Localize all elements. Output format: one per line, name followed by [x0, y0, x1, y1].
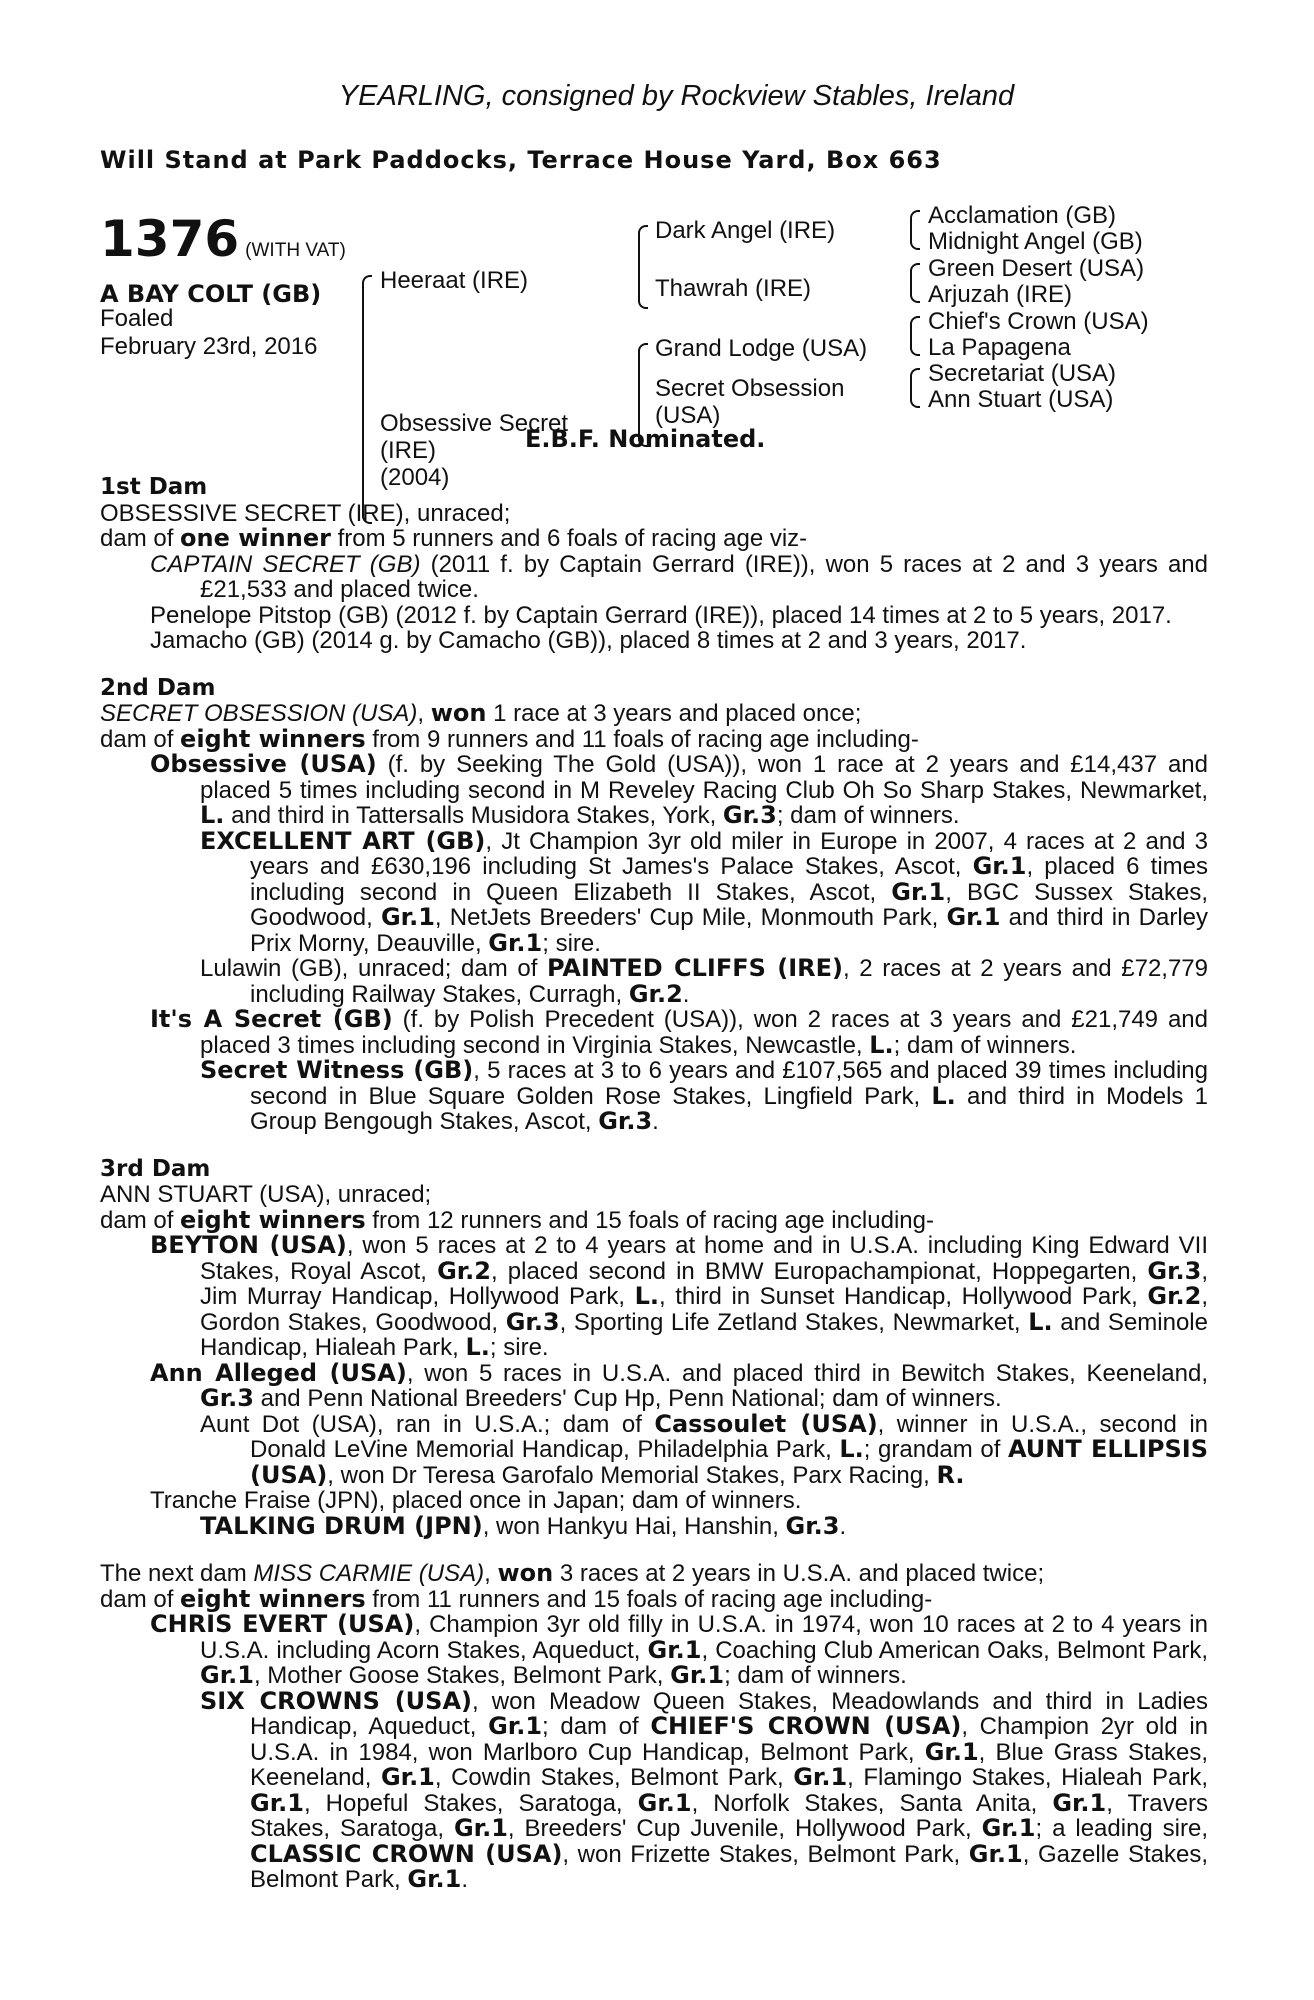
produce-entry: Aunt Dot (USA), ran in U.S.A.; dam of Cassoulet (USA), winner in U.S.A., second in Donald LeVine Memorial Handicap, Philadelphia Park, L.; grandam of AUNT ELLIPSIS (USA), won Dr Teresa Garofalo Memorial Stakes, Parx Racing, R.	[200, 1409, 1209, 1489]
pedigree-dam-sire: Grand Lodge (USA)	[655, 335, 868, 362]
pedigree-dam-line2: (IRE)	[380, 437, 436, 464]
foaled-date: February 23rd, 2016	[100, 333, 318, 360]
second-dam-title: 2nd Dam	[100, 674, 216, 701]
pedigree-ssd: Midnight Angel (GB)	[928, 228, 1143, 255]
second-dam-summary: dam of eight winners from 9 runners and 11 foals of racing age including-	[100, 724, 919, 753]
produce-entry: Lulawin (GB), unraced; dam of PAINTED CLIFFS (IRE), 2 races at 2 years and £72,779 including Railway Stakes, Curragh, Gr.2.	[200, 954, 1208, 1008]
produce-record	[100, 475, 1208, 1893]
produce-entry: Secret Witness (GB), 5 races at 3 to 6 years and £107,565 and placed 39 times including second in Blue Square Golden Rose Stakes, Lingfield Park, L. and third in Models 1 Group Bengough Stakes, Ascot, Gr.3.	[200, 1056, 1209, 1135]
third-dam-summary: dam of eight winners from 12 runners and 15 foals of racing age including-	[100, 1205, 934, 1234]
catalogue-page	[100, 80, 1209, 1893]
lot-vat: (WITH VAT)	[245, 240, 346, 261]
produce-entry: Obsessive (USA) (f. by Seeking The Gold (USA)), won 1 race at 2 years and £14,437 and placed 5 times including second in M Reveley Racing Club Oh So Sharp Stakes, Newmarket, L. and third in Tattersalls Musidora Stakes, York, Gr.3; dam of winners.	[150, 750, 1208, 829]
pedigree-sdd: Arjuzah (IRE)	[928, 281, 1073, 308]
foaled-label: Foaled	[100, 305, 174, 332]
produce-entry: BEYTON (USA), won 5 races at 2 to 4 years at home and in U.S.A. including King Edward VII Stakes, Royal Ascot, Gr.2, placed second in BMW Europachampionat, Hoppegarten, Gr.3, Jim Murray Handicap, Hollywood Park, L., third in Sunset Handicap, Hollywood Park, Gr.2, Gordon Stakes, Goodwood, Gr.3, Sporting Life Zetland Stakes, Newmarket, L. and Seminole Handicap, Hialeah Park, L.; sire.	[150, 1231, 1209, 1361]
pedigree-dsd: La Papagena	[928, 334, 1071, 361]
pedigree-bracket	[638, 225, 648, 309]
produce-entry: CAPTAIN SECRET (GB) (2011 f. by Captain Gerrard (IRE)), won 5 races at 2 and 3 years and £21,533 and placed twice.	[150, 550, 1209, 603]
pedigree-dds: Secretariat (USA)	[928, 360, 1117, 387]
first-dam-summary: dam of one winner from 5 runners and 6 foals of racing age viz-	[100, 524, 808, 552]
first-dam-name: OBSESSIVE SECRET (IRE), unraced;	[100, 499, 511, 527]
pedigree-dam-dam-line2: (USA)	[655, 402, 721, 429]
pedigree-sire-sire: Dark Angel (IRE)	[655, 217, 836, 244]
first-dam-title: 1st Dam	[100, 474, 208, 500]
produce-entry: TALKING DRUM (JPN), won Hankyu Hai, Hanshin, Gr.3.	[200, 1511, 847, 1540]
pedigree-sire: Heeraat (IRE)	[380, 267, 529, 294]
produce-entry: Ann Alleged (USA), won 5 races in U.S.A. and placed third in Bewitch Stakes, Keeneland, Gr.3 and Penn National Breeders' Cup Hp, Penn National; dam of winners.	[150, 1358, 1208, 1412]
pedigree-sire-dam: Thawrah (IRE)	[655, 275, 812, 302]
pedigree-ddd: Ann Stuart (USA)	[928, 386, 1114, 413]
pedigree-bracket	[910, 263, 920, 303]
third-dam-title: 3rd Dam	[100, 1155, 211, 1182]
lot-name: A BAY COLT (GB)	[100, 280, 322, 308]
produce-entry: EXCELLENT ART (GB), Jt Champion 3yr old miler in Europe in 2007, 4 races at 2 and 3 years and £630,196 including St James's Palace Stakes, Ascot, Gr.1, placed 6 times including second in Queen Elizabeth II Stakes, Ascot, Gr.1, BGC Sussex Stakes, Goodwood, Gr.1, NetJets Breeders' Cup Mile, Monmouth Park, Gr.1 and third in Darley Prix Morny, Deauville, Gr.1; sire.	[200, 826, 1209, 957]
lot-number: 1376	[100, 210, 240, 268]
pedigree-bracket	[910, 210, 920, 250]
stand-location: Will Stand at Park Paddocks, Terrace House Yard, Box 663	[100, 146, 942, 174]
produce-entry: Penelope Pitstop (GB) (2012 f. by Captain Gerrard (IRE)), placed 14 times at 2 to 5 years, 2017.	[150, 601, 1172, 629]
consignment-header: YEARLING, consigned by Rockview Stables, Ireland	[338, 80, 1015, 112]
produce-entry: Jamacho (GB) (2014 g. by Camacho (GB)), placed 8 times at 2 and 3 years, 2017.	[150, 627, 1027, 654]
next-dam-summary: dam of eight winners from 11 runners and 15 foals of racing age including-	[100, 1584, 933, 1613]
produce-entry: SIX CROWNS (USA), won Meadow Queen Stakes, Meadowlands and third in Ladies Handicap, Aqueduct, Gr.1; dam of CHIEF'S CROWN (USA), Champion 2yr old in U.S.A. in 1984, won Marlboro Cup Handicap, Belmont Park, Gr.1, Blue Grass Stakes, Keeneland, Gr.1, Cowdin Stakes, Belmont Park, Gr.1, Flamingo Stakes, Hialeah Park, Gr.1, Hopeful Stakes, Saratoga, Gr.1, Norfolk Stakes, Santa Anita, Gr.1, Travers Stakes, Saratoga, Gr.1, Breeders' Cup Juvenile, Hollywood Park, Gr.1; a leading sire, CLASSIC CROWN (USA), won Frizette Stakes, Belmont Park, Gr.1, Gazelle Stakes, Belmont Park, Gr.1.	[200, 1686, 1209, 1893]
pedigree-sss: Acclamation (GB)	[928, 202, 1117, 229]
ebf-nominated: E.B.F. Nominated.	[525, 425, 766, 453]
pedigree-dss: Chief's Crown (USA)	[928, 308, 1149, 335]
third-dam-name: ANN STUART (USA), unraced;	[100, 1181, 432, 1208]
pedigree-dam-dam-line1: Secret Obsession	[655, 375, 845, 402]
produce-entry: CHRIS EVERT (USA), Champion 3yr old filly in U.S.A. in 1974, won 10 races at 2 to 4 years in U.S.A. including Acorn Stakes, Aqueduct, Gr.1, Coaching Club American Oaks, Belmont Park, Gr.1, Mother Goose Stakes, Belmont Park, Gr.1; dam of winners.	[150, 1610, 1209, 1689]
pedigree-sds: Green Desert (USA)	[928, 255, 1145, 282]
second-dam-name: SECRET OBSESSION (USA), won 1 race at 3 years and placed once;	[100, 699, 862, 727]
pedigree-dam-line3: (2004)	[380, 464, 450, 491]
pedigree-dam-line1: Obsessive Secret	[380, 410, 569, 437]
produce-entry: Tranche Fraise (JPN), placed once in Japan; dam of winners.	[150, 1487, 802, 1514]
produce-entry: It's A Secret (GB) (f. by Polish Precedent (USA)), won 2 races at 3 years and £21,749 and placed 3 times including second in Virginia Stakes, Newcastle, L.; dam of winners.	[150, 1005, 1208, 1059]
next-dam-name: The next dam MISS CARMIE (USA), won 3 races at 2 years in U.S.A. and placed twice;	[100, 1559, 1045, 1587]
pedigree-bracket	[910, 368, 920, 408]
pedigree-bracket	[910, 316, 920, 356]
